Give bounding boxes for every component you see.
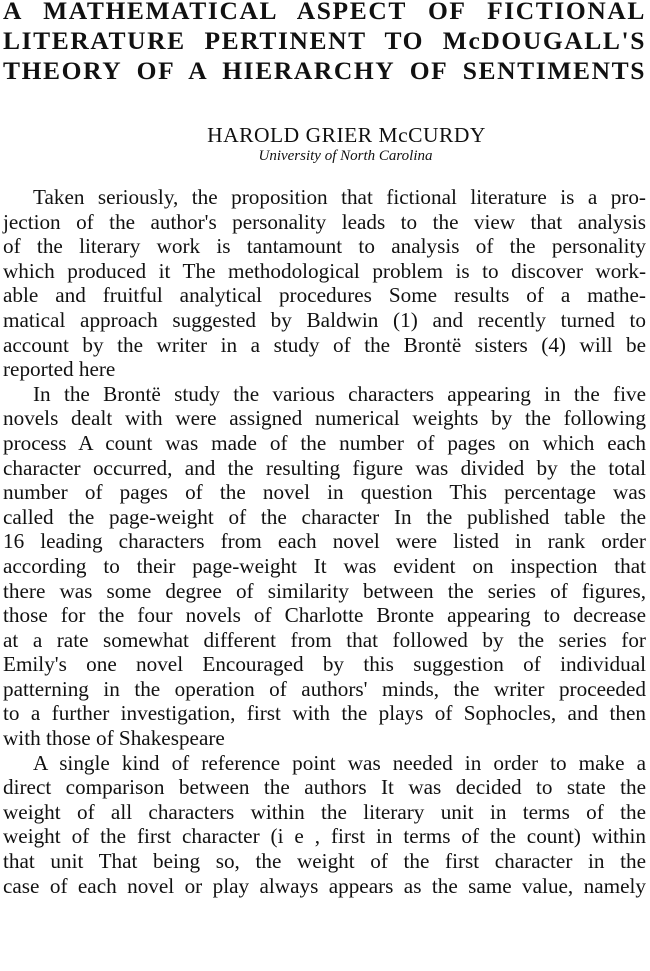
journal-page xyxy=(3,0,646,898)
text-line: novels dealt with were assigned numerical weights by the following xyxy=(3,406,646,431)
text-line: character occurred, and the resulting figure was divided by the total xyxy=(3,455,646,480)
text-line: those for the four novels of Charlotte Bronte appearing to decrease xyxy=(3,603,646,628)
title-line: A MATHEMATICAL ASPECT OF FICTIONAL xyxy=(3,0,646,25)
article-title xyxy=(3,0,646,86)
text-line: direct comparison between the authors It was decided to state the xyxy=(3,775,646,800)
article-body xyxy=(3,185,646,898)
text-line: In the Brontë study the various characters appearing in the five xyxy=(33,381,646,406)
text-line: account by the writer in a study of the Brontë sisters (4) will be xyxy=(3,332,646,357)
text-line: to a further investigation, first with the plays of Sophocles, and then xyxy=(3,701,646,726)
text-line: case of each novel or play always appears as the same value, namely xyxy=(3,873,646,898)
text-line: Emily's one novel Encouraged by this suggestion of individual xyxy=(3,652,646,677)
text-line: Taken seriously, the proposition that fictional literature is a pro- xyxy=(33,185,646,209)
author-affiliation: University of North Carolina xyxy=(258,148,433,164)
text-line: which produced it The methodological problem is to discover work- xyxy=(3,258,646,283)
text-line: jection of the author's personality leads to the view that analysis xyxy=(3,209,646,234)
text-line: 16 leading characters from each novel were listed in rank order xyxy=(3,529,646,554)
paragraph-1 xyxy=(3,185,646,382)
text-line: that unit That being so, the weight of the first character in the xyxy=(3,849,646,874)
text-line: according to their page-weight It was evident on inspection that xyxy=(3,553,646,578)
text-line: number of pages of the novel in question This percentage was xyxy=(3,480,646,505)
text-line: process A count was made of the number of pages on which each xyxy=(3,430,646,455)
text-line: at a rate somewhat different from that followed by the series for xyxy=(3,627,646,652)
text-line: weight of the first character (i e , first in terms of the count) within xyxy=(3,824,646,849)
text-line: A single kind of reference point was needed in order to make a xyxy=(33,750,646,775)
text-line: weight of all characters within the literary unit in terms of the xyxy=(3,799,646,824)
text-line: able and fruitful analytical procedures Some results of a mathe- xyxy=(3,283,646,308)
author-name: HAROLD GRIER McCURDY xyxy=(207,123,486,147)
text-line: called the page-weight of the character In the published table the xyxy=(3,504,646,529)
text-line: of the literary work is tantamount to analysis of the personality xyxy=(3,234,646,259)
text-line: patterning in the operation of authors' minds, the writer proceeded xyxy=(3,676,646,701)
text-line: with those of Shakespeare xyxy=(3,726,225,751)
title-line: THEORY OF A HIERARCHY OF SENTIMENTS xyxy=(3,56,646,85)
text-line: reported here xyxy=(3,357,116,382)
text-line: matical approach suggested by Baldwin (1) and recently turned to xyxy=(3,307,646,332)
text-line: there was some degree of similarity between the series of figures, xyxy=(3,578,646,603)
title-line: LITERATURE PERTINENT TO McDOUGALL'S xyxy=(3,26,646,55)
paragraph-3 xyxy=(3,751,646,899)
paragraph-2 xyxy=(3,382,646,751)
